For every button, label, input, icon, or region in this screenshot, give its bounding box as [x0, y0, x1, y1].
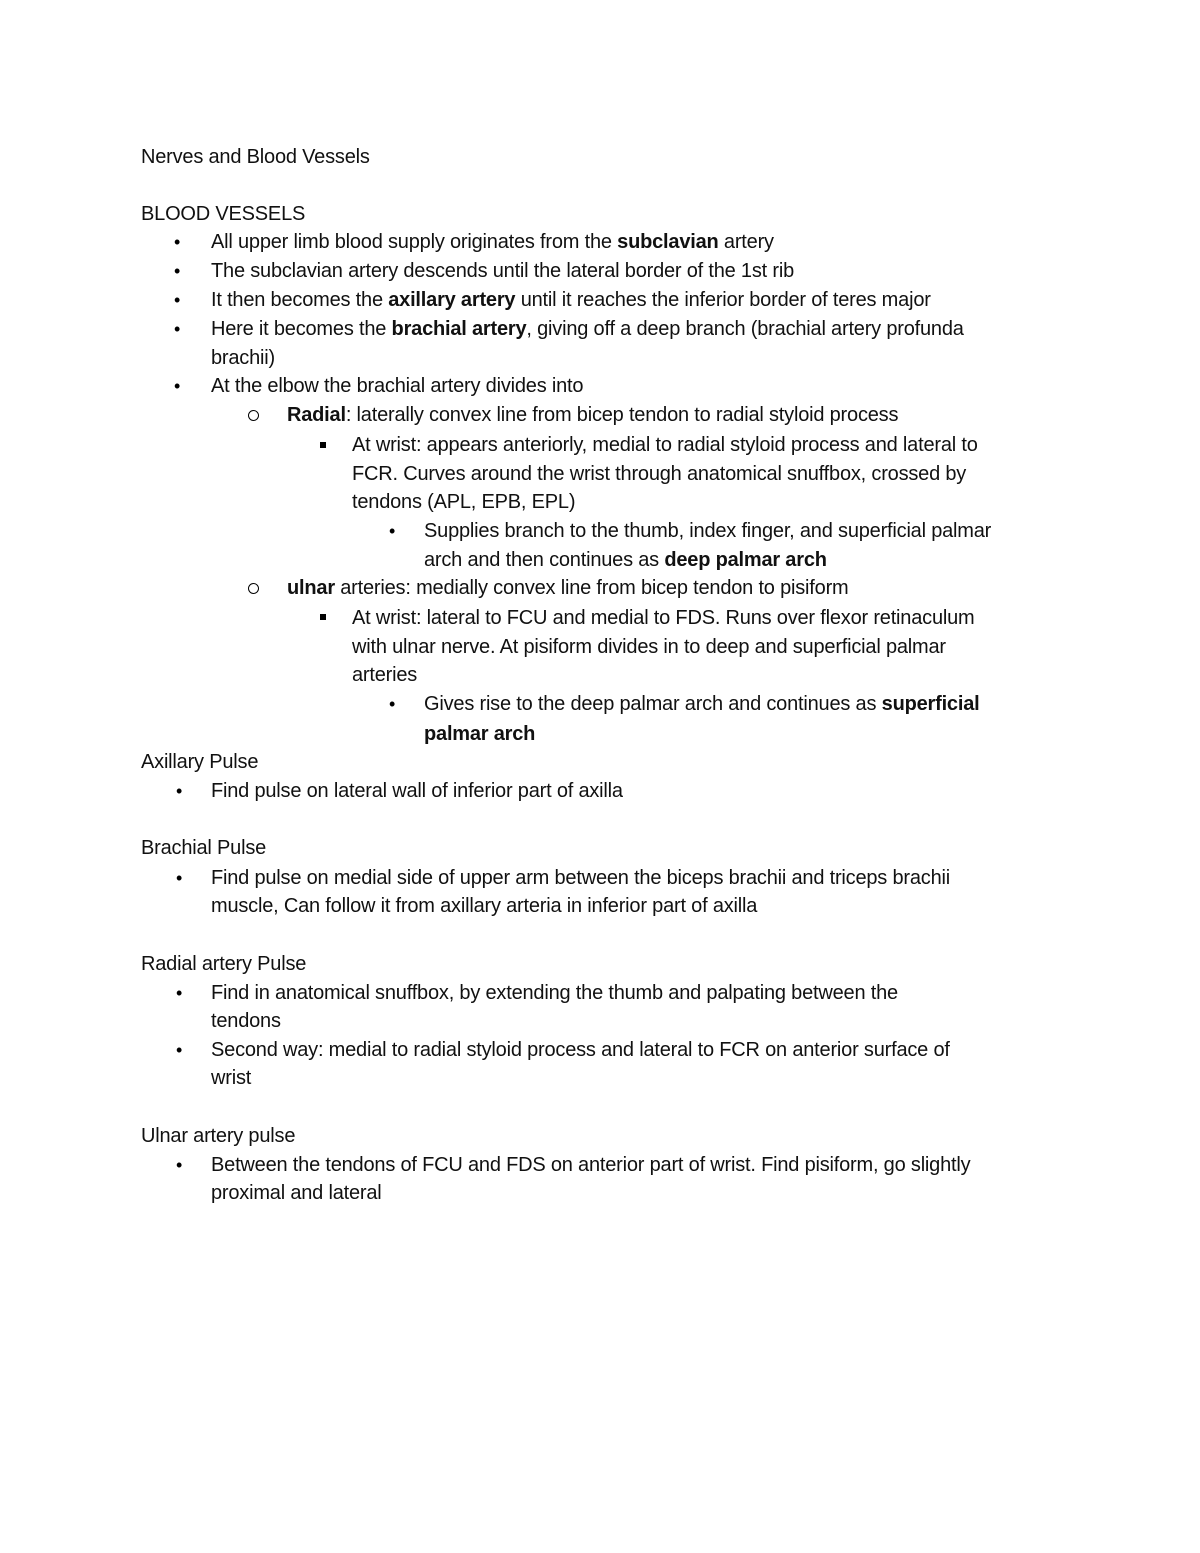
section-heading-radial-artery-pulse: Radial artery Pulse	[141, 953, 307, 975]
bullet-icon: •	[174, 290, 181, 310]
list-item: Second way: medial to radial styloid process and lateral to FCR on anterior surface of	[211, 1039, 950, 1061]
sublist-item-radial: Radial: laterally convex line from bicep tendon to radial styloid process	[287, 404, 899, 426]
sublist-item-continuation: palmar arch	[424, 723, 536, 745]
list-item-continuation: tendons	[211, 1010, 281, 1032]
document-title: Nerves and Blood Vessels	[141, 146, 370, 168]
list-item: Here it becomes the brachial artery, giving off a deep branch (brachial artery profunda	[211, 318, 964, 340]
section-heading-ulnar-artery-pulse: Ulnar artery pulse	[141, 1125, 296, 1147]
list-item: It then becomes the axillary artery until it reaches the inferior border of teres major	[211, 289, 931, 311]
list-item-continuation: wrist	[211, 1067, 252, 1089]
sublist-item-ulnar: ulnar arteries: medially convex line from bicep tendon to pisiform	[287, 577, 849, 599]
section-heading-blood-vessels: BLOOD VESSELS	[141, 203, 306, 225]
circle-bullet-icon	[248, 583, 259, 594]
sublist-item-continuation: tendons (APL, EPB, EPL)	[352, 491, 576, 513]
circle-bullet-icon	[248, 410, 259, 421]
sublist-item-continuation: arteries	[352, 664, 418, 686]
list-item: Find in anatomical snuffbox, by extending the thumb and palpating between the	[211, 982, 898, 1004]
list-item: The subclavian artery descends until the lateral border of the 1st rib	[211, 260, 794, 282]
section-heading-brachial-pulse: Brachial Pulse	[141, 837, 267, 859]
sublist-item: At wrist: lateral to FCU and medial to FDS. Runs over flexor retinaculum	[352, 607, 975, 629]
bullet-icon: •	[176, 983, 183, 1003]
bullet-icon: •	[389, 521, 396, 541]
list-item: Find pulse on medial side of upper arm between the biceps brachii and triceps brachii	[211, 867, 950, 889]
bullet-icon: •	[176, 868, 183, 888]
list-item-continuation: brachii)	[211, 347, 275, 369]
list-item-continuation: proximal and lateral	[211, 1182, 382, 1204]
section-heading-axillary-pulse: Axillary Pulse	[141, 751, 259, 773]
list-item: At the elbow the brachial artery divides into	[211, 375, 584, 397]
sublist-item: Gives rise to the deep palmar arch and continues as superficial	[424, 693, 980, 715]
bullet-icon: •	[176, 1040, 183, 1060]
bullet-icon: •	[176, 781, 183, 801]
square-bullet-icon	[320, 442, 326, 448]
bullet-icon: •	[176, 1155, 183, 1175]
sublist-item-continuation: arch and then continues as deep palmar arch	[424, 549, 827, 571]
bullet-icon: •	[174, 376, 181, 396]
bullet-icon: •	[389, 694, 396, 714]
bullet-icon: •	[174, 319, 181, 339]
sublist-item-continuation: with ulnar nerve. At pisiform divides in to deep and superficial palmar	[352, 636, 946, 658]
square-bullet-icon	[320, 614, 326, 620]
list-item: All upper limb blood supply originates from the subclavian artery	[211, 231, 774, 253]
bullet-icon: •	[174, 261, 181, 281]
list-item: Between the tendons of FCU and FDS on anterior part of wrist. Find pisiform, go slightly	[211, 1154, 971, 1176]
list-item-continuation: muscle, Can follow it from axillary arteria in inferior part of axilla	[211, 895, 758, 917]
sublist-item: At wrist: appears anteriorly, medial to radial styloid process and lateral to	[352, 434, 978, 456]
sublist-item: Supplies branch to the thumb, index finger, and superficial palmar	[424, 520, 992, 542]
list-item: Find pulse on lateral wall of inferior part of axilla	[211, 780, 623, 802]
bullet-icon: •	[174, 232, 181, 252]
sublist-item-continuation: FCR. Curves around the wrist through anatomical snuffbox, crossed by	[352, 463, 967, 485]
